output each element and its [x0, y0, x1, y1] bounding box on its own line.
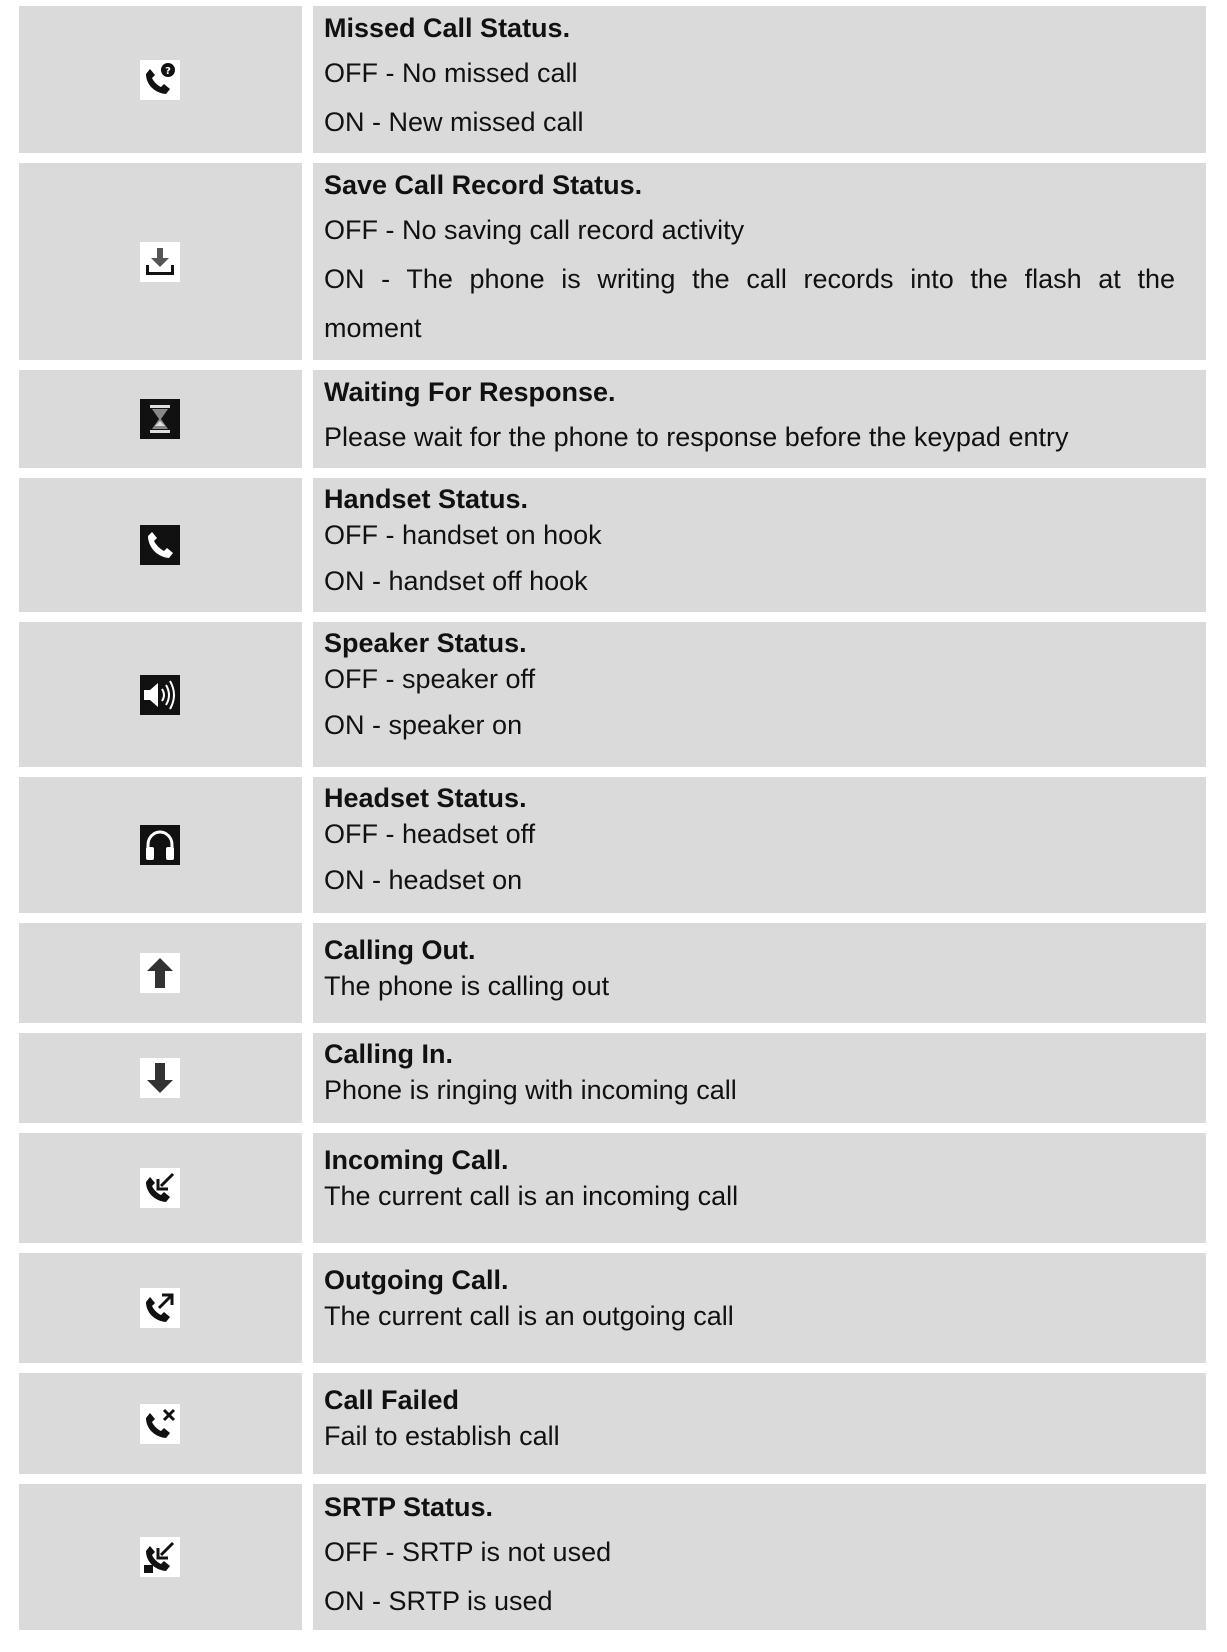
- row-line: OFF - No missed call: [324, 58, 578, 88]
- icon-cell: [19, 1373, 302, 1474]
- row-line: ON - New missed call: [324, 107, 584, 137]
- row-line: The current call is an incoming call: [324, 1181, 739, 1211]
- description-cell: [313, 622, 1206, 767]
- row-title: Missed Call Status.: [324, 13, 571, 43]
- row-line: Fail to establish call: [324, 1421, 560, 1451]
- description-cell: [313, 1133, 1206, 1243]
- icon-cell: [19, 622, 302, 767]
- icon-cell: [19, 777, 302, 913]
- row-title: Outgoing Call.: [324, 1265, 509, 1295]
- description-cell: [313, 1484, 1206, 1630]
- row-line: ON - SRTP is used: [324, 1586, 553, 1616]
- table-row: [0, 1033, 1227, 1123]
- table-row: [0, 370, 1227, 468]
- description-cell: [313, 1253, 1206, 1363]
- row-title: Call Failed: [324, 1385, 460, 1415]
- table-row: [0, 478, 1227, 612]
- row-line: The current call is an outgoing call: [324, 1301, 734, 1331]
- icon-cell: [19, 370, 302, 468]
- icon-cell: [19, 6, 302, 153]
- row-title: Calling In.: [324, 1039, 454, 1069]
- row-line: OFF - No saving call record activity: [324, 215, 745, 245]
- icon-cell: [19, 1253, 302, 1363]
- icon-cell: [19, 923, 302, 1023]
- arrow-up-icon: [140, 953, 180, 993]
- row-line: Phone is ringing with incoming call: [324, 1075, 737, 1105]
- row-title: Headset Status.: [324, 783, 527, 813]
- row-line: moment: [324, 313, 422, 343]
- hourglass-icon: [140, 399, 180, 439]
- icon-cell: [19, 1133, 302, 1243]
- icon-cell: [19, 1484, 302, 1630]
- table-row: [0, 163, 1227, 360]
- description-cell: [313, 370, 1206, 468]
- table-row: [0, 1373, 1227, 1474]
- handset-icon: [140, 525, 180, 565]
- description-cell: [313, 1373, 1206, 1474]
- srtp-icon: [140, 1537, 180, 1577]
- table-row: [0, 1253, 1227, 1363]
- row-title: Waiting For Response.: [324, 377, 616, 407]
- table-row: [0, 1484, 1227, 1630]
- description-cell: [313, 163, 1206, 360]
- incoming-call-icon: [140, 1168, 180, 1208]
- row-line: ON - The phone is writing the call records into the flash at the: [324, 264, 1175, 294]
- description-cell: [313, 923, 1206, 1023]
- table-row: [0, 923, 1227, 1023]
- description-cell: [313, 478, 1206, 612]
- row-line: ON - speaker on: [324, 710, 523, 740]
- table-row: [0, 6, 1227, 153]
- row-line: Please wait for the phone to response before the keypad entry: [324, 422, 1069, 452]
- icon-cell: [19, 478, 302, 612]
- outgoing-call-icon: [140, 1288, 180, 1328]
- icon-cell: [19, 1033, 302, 1123]
- description-cell: [313, 777, 1206, 913]
- table-row: [0, 1133, 1227, 1243]
- row-line: ON - headset on: [324, 865, 523, 895]
- row-title: Save Call Record Status.: [324, 170, 643, 200]
- row-line: OFF - handset on hook: [324, 520, 602, 550]
- headset-icon: [140, 825, 180, 865]
- row-line: ON - handset off hook: [324, 566, 588, 596]
- call-failed-icon: [140, 1404, 180, 1444]
- description-cell: [313, 1033, 1206, 1123]
- save-record-icon: [140, 242, 180, 282]
- row-title: Speaker Status.: [324, 628, 527, 658]
- icon-cell: [19, 163, 302, 360]
- row-line: OFF - SRTP is not used: [324, 1537, 612, 1567]
- row-title: Calling Out.: [324, 935, 476, 965]
- row-title: Handset Status.: [324, 484, 529, 514]
- row-line: OFF - headset off: [324, 819, 536, 849]
- description-cell: [313, 6, 1206, 153]
- row-line: OFF - speaker off: [324, 664, 536, 694]
- row-title: SRTP Status.: [324, 1492, 494, 1522]
- table-row: [0, 622, 1227, 767]
- missed-call-icon: [140, 60, 180, 100]
- speaker-icon: [140, 675, 180, 715]
- row-line: The phone is calling out: [324, 971, 610, 1001]
- table-row: [0, 777, 1227, 913]
- arrow-down-icon: [140, 1058, 180, 1098]
- svg-text:?: ?: [165, 65, 171, 77]
- row-title: Incoming Call.: [324, 1145, 509, 1175]
